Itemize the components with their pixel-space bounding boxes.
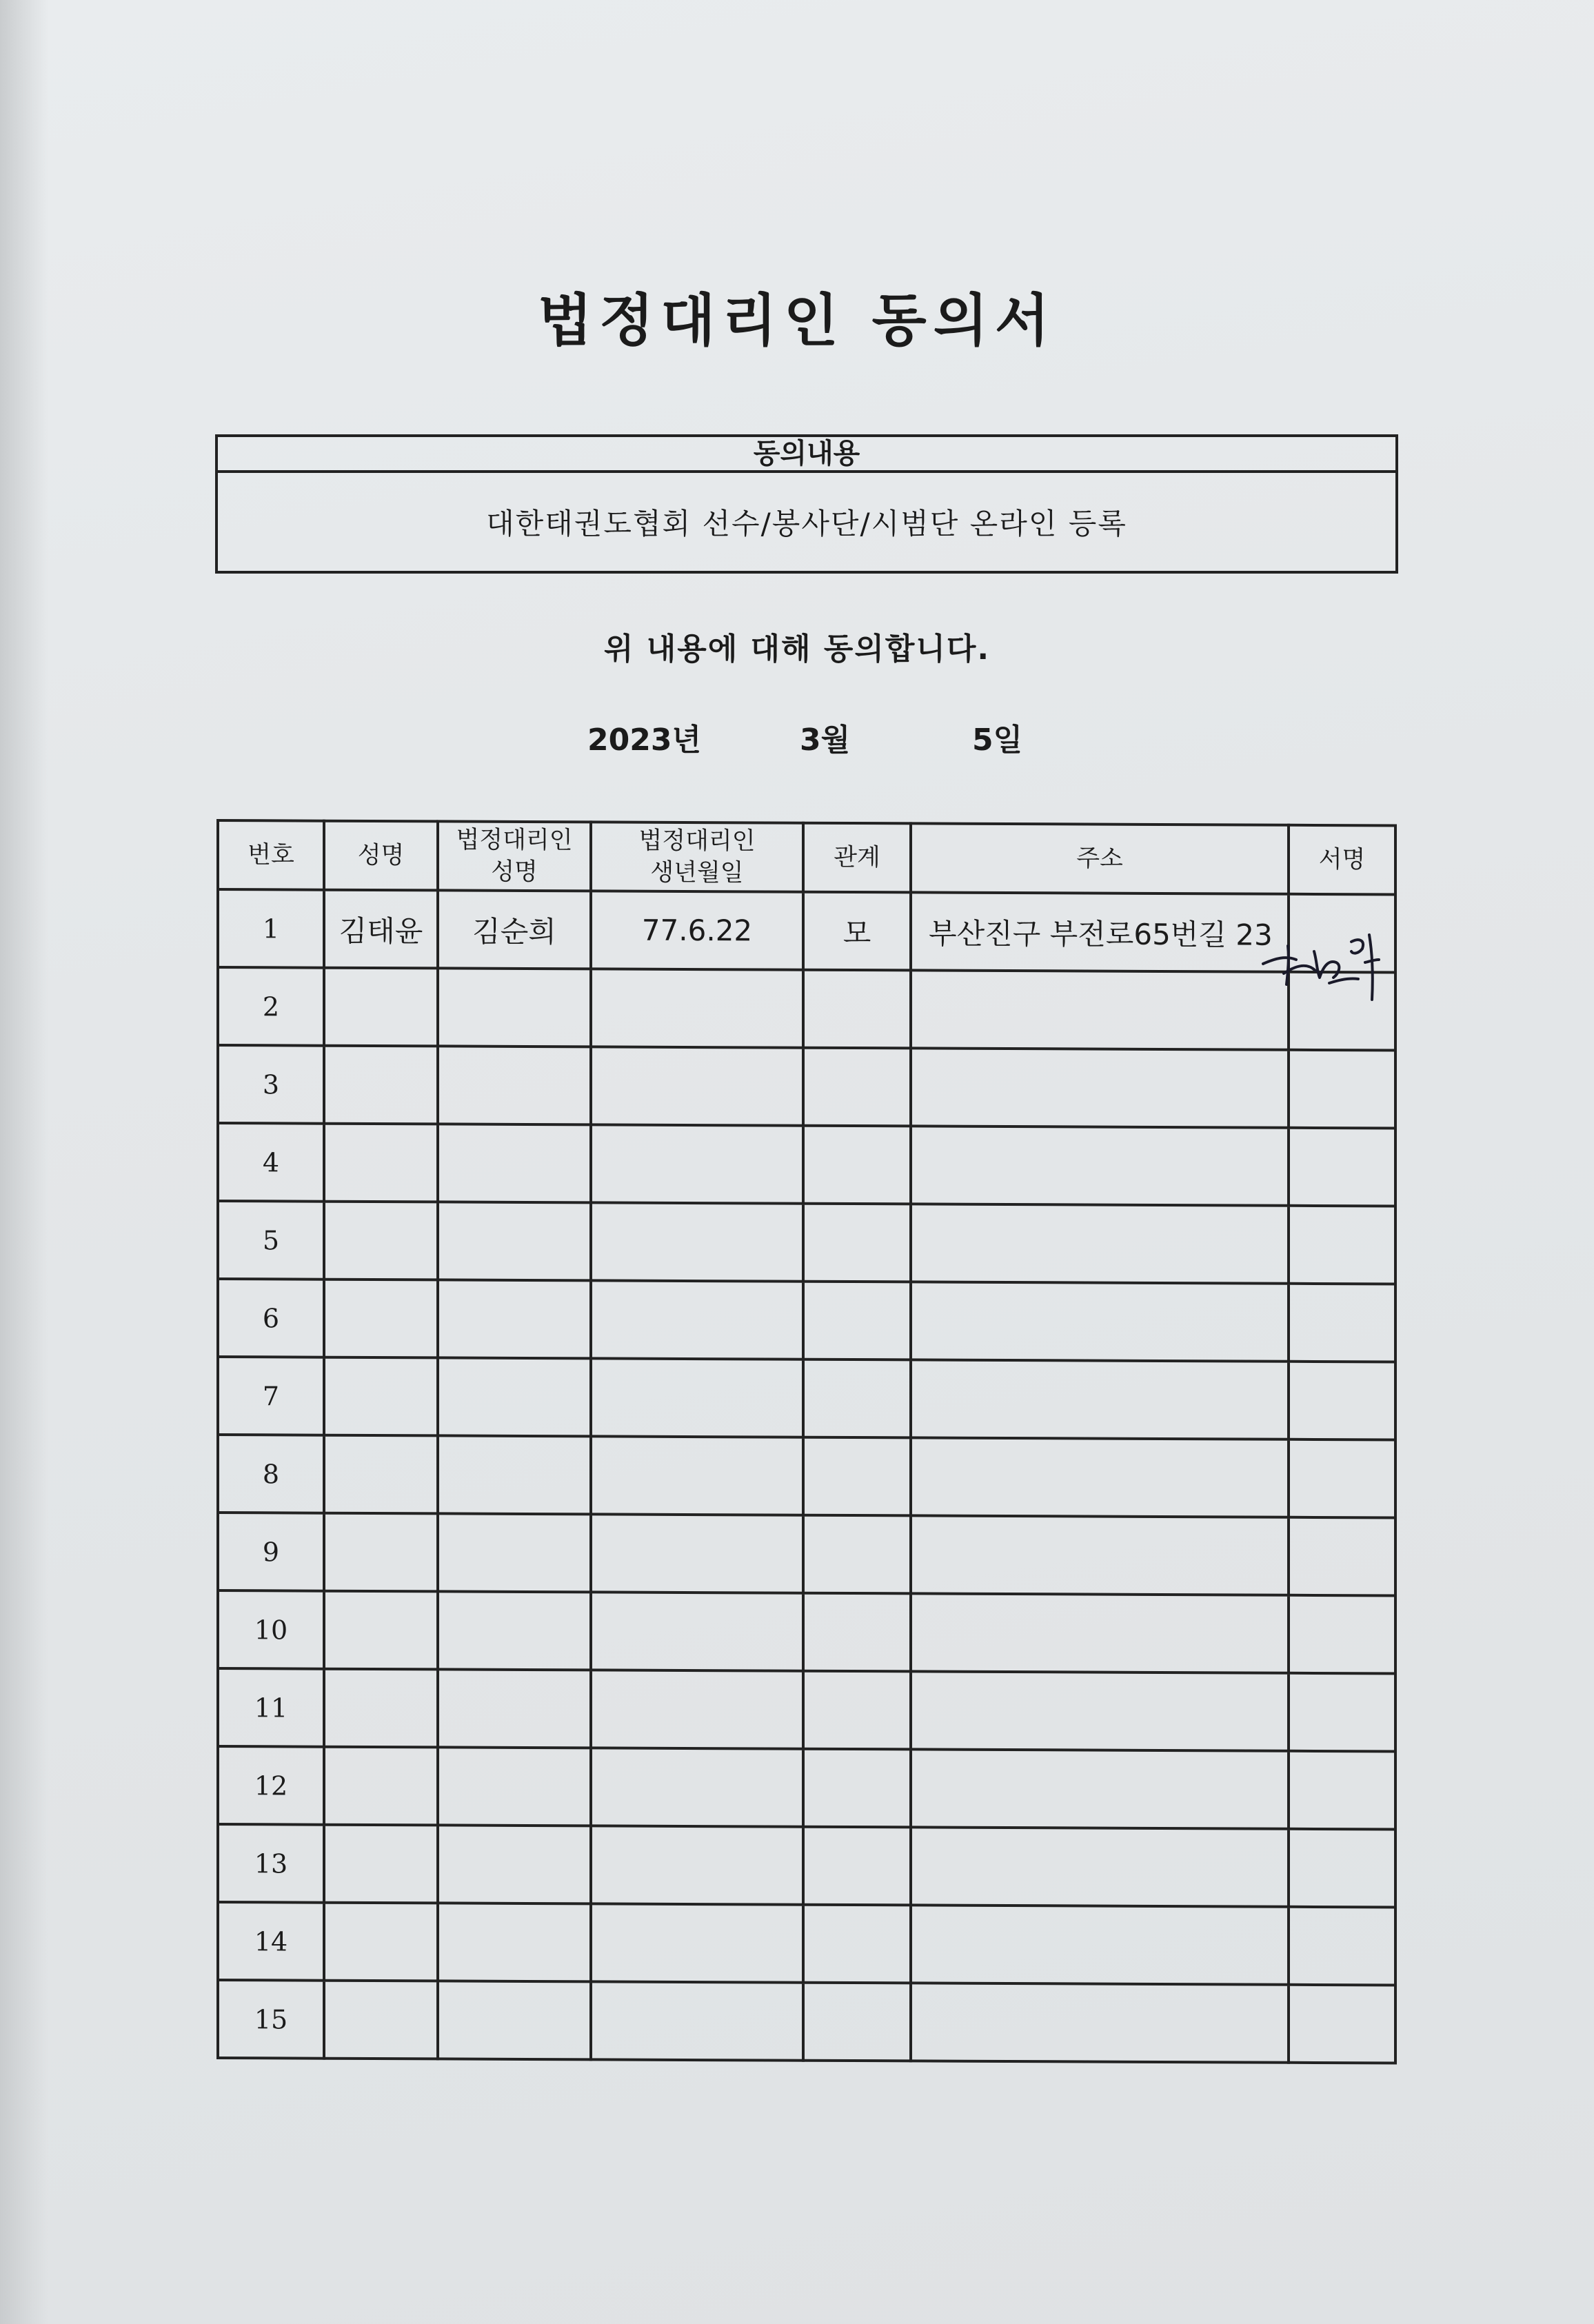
document-title: 법정대리인 동의서 [537,287,1057,354]
cell-relation [803,1593,911,1672]
cell-name [324,1591,438,1670]
cell-number: 11 [218,1668,324,1747]
cell-address [911,1905,1289,1984]
cell-relation [803,1048,911,1126]
cell-address [911,1360,1289,1439]
cell-guardian-name: 김순희 [438,890,591,969]
table-row [218,1279,1395,1362]
cell-address [911,1126,1289,1205]
cell-signature [1289,1829,1395,1908]
cell-name [324,1825,438,1903]
cell-number: 12 [218,1746,324,1825]
cell-guardian-name [438,1513,591,1592]
cell-relation [803,1204,911,1282]
table-row [218,1668,1395,1751]
table-row [218,1357,1395,1439]
cell-relation [803,970,911,1049]
cell-relation [803,1827,911,1906]
cell-number: 14 [218,1902,324,1981]
header-number: 번호 [218,820,324,890]
cell-relation [803,1905,911,1983]
cell-signature [1289,1206,1395,1284]
cell-guardian-birthdate [591,1592,803,1670]
cell-number: 8 [218,1435,324,1513]
header-signature: 서명 [1289,825,1395,895]
cell-guardian-name [438,1903,591,1981]
cell-address [911,1749,1289,1828]
cell-guardian-name [438,1825,591,1903]
cell-guardian-birthdate [591,1670,803,1748]
cell-guardian-name [438,1280,591,1358]
cell-relation [803,1749,911,1828]
cell-guardian-birthdate [591,1748,803,1826]
cell-name [324,1981,438,2059]
cell-address [911,1515,1289,1595]
cell-address [911,1282,1289,1361]
cell-name [324,1435,438,1514]
table-row [218,1435,1395,1517]
cell-guardian-name [438,1124,591,1202]
table-row [218,967,1395,1050]
cell-guardian-name [438,1669,591,1748]
table-row [218,1201,1395,1284]
cell-signature [1289,1362,1395,1440]
cell-relation [803,1437,911,1516]
consent-heading: 동의내용 [218,437,1395,473]
cell-guardian-name [438,1046,591,1124]
consent-box [215,434,1398,574]
cell-signature [1289,1050,1395,1129]
cell-number: 5 [218,1201,324,1280]
date-day: 5일 [972,723,1023,758]
table-row [218,1902,1395,1985]
cell-guardian-birthdate [591,1047,803,1125]
cell-number: 15 [218,1980,324,2059]
header-relation: 관계 [803,823,911,893]
cell-address [911,1983,1289,2062]
cell-relation: 모 [803,892,911,971]
cell-guardian-name [438,1357,591,1436]
cell-guardian-name [438,1591,591,1670]
cell-name [324,1046,438,1124]
table-row [218,1123,1395,1206]
cell-number: 3 [218,1045,324,1124]
cell-signature [1289,1751,1395,1830]
cell-name [324,1903,438,1981]
cell-name [324,968,438,1047]
cell-guardian-name [438,1202,591,1280]
cell-address [911,1437,1289,1517]
cell-number: 1 [218,889,324,968]
table-row [218,1980,1395,2063]
handwritten-signature [1248,896,1413,1020]
header-name: 성명 [324,821,438,891]
table-row [218,1746,1395,1829]
cell-guardian-name [438,1981,591,2059]
agreement-statement: 위 내용에 대해 동의합니다. [603,631,991,667]
table-header-row [218,820,1395,894]
cell-name [324,1202,438,1280]
cell-guardian-name [438,968,591,1047]
cell-name: 김태윤 [324,890,438,969]
date-month: 3월 [800,723,851,758]
cell-signature [1289,1439,1395,1518]
table-row [218,1045,1395,1128]
cell-relation [803,1360,911,1438]
cell-guardian-birthdate [591,1280,803,1359]
cell-guardian-name [438,1435,591,1514]
cell-number: 4 [218,1123,324,1202]
cell-guardian-birthdate [591,1202,803,1281]
cell-signature [1289,1673,1395,1752]
cell-address [911,1827,1289,1906]
table-row [218,1824,1395,1907]
cell-signature [1289,1517,1395,1596]
cell-address [911,1593,1289,1673]
cell-number: 13 [218,1824,324,1903]
cell-guardian-birthdate [591,1358,803,1437]
date-year: 2023년 [587,723,701,758]
cell-signature [1289,1595,1395,1674]
cell-address [911,970,1289,1049]
cell-address [911,1671,1289,1750]
cell-relation [803,1983,911,2061]
cell-signature [1289,1128,1395,1206]
cell-name [324,1669,438,1748]
cell-address: 부산진구 부전로65번길 23 [911,892,1289,971]
cell-signature [1289,1284,1395,1362]
guardian-table [216,819,1397,2064]
cell-number: 6 [218,1279,324,1357]
cell-name [324,1513,438,1592]
cell-relation [803,1671,911,1750]
cell-relation [803,1126,911,1204]
cell-name [324,1124,438,1202]
cell-number: 2 [218,967,324,1046]
cell-signature [1289,1985,1395,2063]
cell-signature [1289,1907,1395,1985]
cell-number: 9 [218,1513,324,1591]
cell-guardian-birthdate: 77.6.22 [591,891,803,969]
table-row [218,1513,1395,1595]
table-row [218,889,1395,972]
cell-guardian-name [438,1747,591,1826]
consent-content: 대한태권도협회 선수/봉사단/시범단 온라인 등록 [486,507,1127,540]
cell-number: 7 [218,1357,324,1435]
table-row [218,1590,1395,1673]
cell-guardian-birthdate [591,1514,803,1593]
header-guardian-birthdate: 법정대리인 생년월일 [591,822,803,891]
cell-relation [803,1515,911,1594]
cell-guardian-birthdate [591,1436,803,1515]
cell-guardian-birthdate [591,969,803,1047]
cell-name [324,1747,438,1826]
header-guardian-name: 법정대리인 성명 [438,821,591,891]
cell-guardian-birthdate [591,1903,803,1982]
cell-guardian-birthdate [591,1981,803,2060]
cell-address [911,1204,1289,1283]
cell-relation [803,1282,911,1360]
cell-name [324,1357,438,1436]
cell-guardian-birthdate [591,1124,803,1203]
cell-guardian-birthdate [591,1826,803,1904]
cell-address [911,1048,1289,1127]
cell-number: 10 [218,1590,324,1669]
header-address: 주소 [911,823,1289,893]
cell-name [324,1280,438,1358]
